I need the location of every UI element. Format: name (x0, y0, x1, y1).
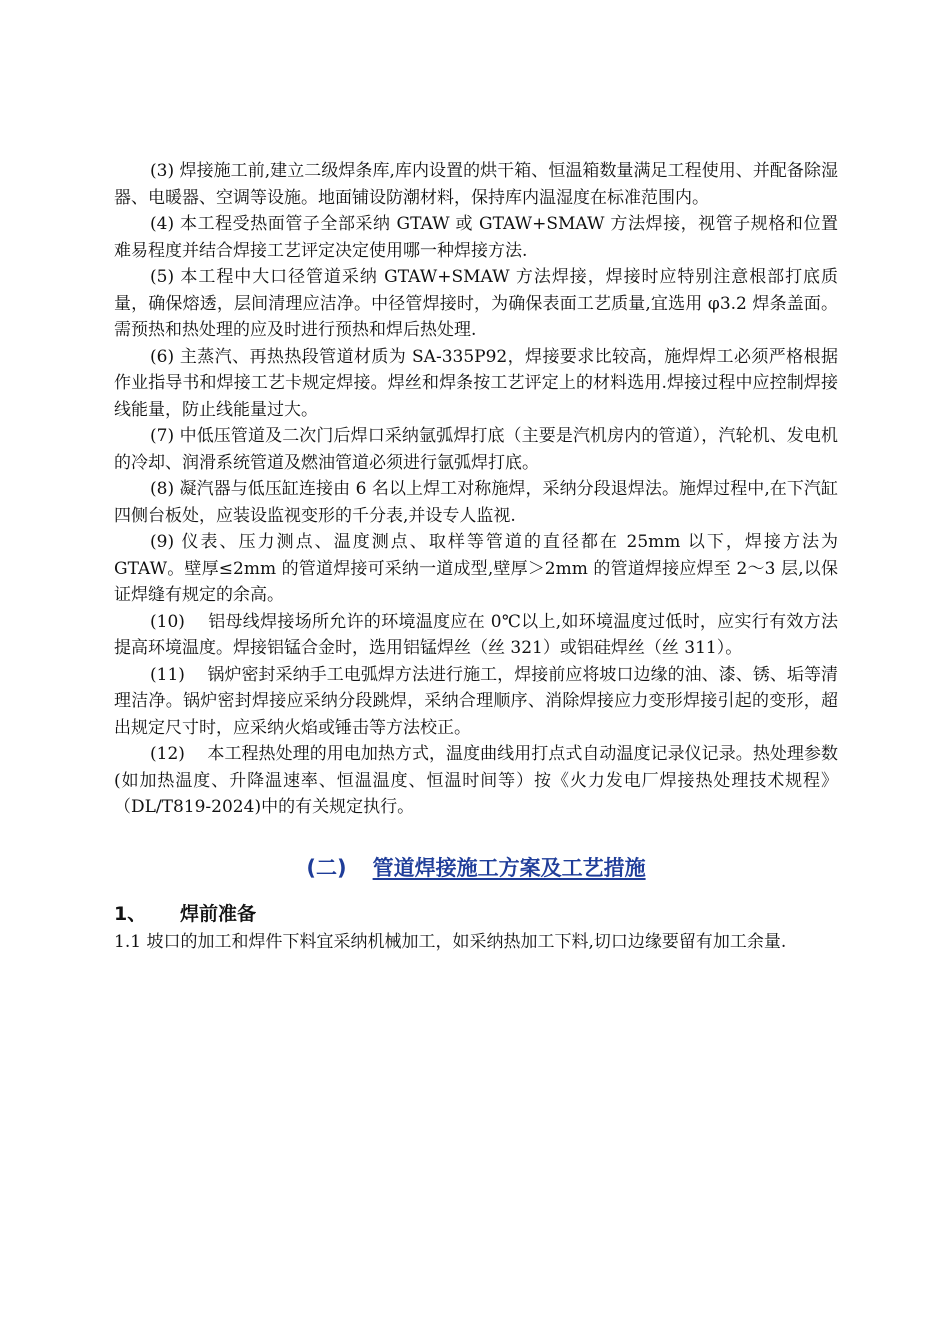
paragraph-item-7: (7) 中低压管道及二次门后焊口采纳氩弧焊打底（主要是汽机房内的管道），汽轮机、发电机的冷却、润滑系统管道及燃油管道必须进行氩弧焊打底。 (114, 426, 838, 473)
paragraph-item-6: (6) 主蒸汽、再热热段管道材质为 SA-335P92，焊接要求比较高，施焊焊工必须严格根据作业指导书和焊接工艺卡规定焊接。焊丝和焊条按工艺评定上的材料选用.焊接过程中应控制焊接线能量，防止线能量过大。 (114, 346, 838, 420)
paragraph-item-9: (9) 仪表、压力测点、温度测点、取样等管道的直径都在 25mm 以下，焊接方法为 GTAW。壁厚≤2mm 的管道焊接可采纳一道成型,壁厚＞2mm 的管道焊接应焊至 2～3 层,以保证焊缝有规定的余高。 (114, 532, 838, 605)
subsection-heading (114, 899, 838, 929)
section-title: 管道焊接施工方案及工艺措施 (372, 855, 646, 880)
paragraph-item-4: (4) 本工程受热面管子全部采纳 GTAW 或 GTAW+SMAW 方法焊接，视管子规格和位置难易程度并结合焊接工艺评定决定使用哪一种焊接方法. (114, 214, 838, 261)
document-body (114, 158, 838, 955)
paragraph-item-5: (5) 本工程中大口径管道采纳 GTAW+SMAW 方法焊接，焊接时应特别注意根部打底质量，确保熔透，层间清理应洁净。中径管焊接时，为确保表面工艺质量,宜选用 φ3.2 焊条盖面。需预热和热处理的应及时进行预热和焊后热处理. (114, 267, 838, 340)
section-heading (114, 853, 838, 883)
subsection-number: 1、 (114, 902, 147, 925)
subsection-title: 焊前准备 (180, 902, 257, 925)
paragraph-item-3: (3) 焊接施工前,建立二级焊条库,库内设置的烘干箱、恒温箱数量满足工程使用、并配备除湿器、电暖器、空调等设施。地面铺设防潮材料，保持库内温湿度在标准范围内。 (114, 161, 838, 208)
paragraph-item-12: (12) 本工程热处理的用电加热方式，温度曲线用打点式自动温度记录仪记录。热处理参数(如加热温度、升降温速率、恒温温度、恒温时间等）按《火力发电厂焊接热处理技术规程》（DL/T819-2024)中的有关规定执行。 (114, 744, 838, 817)
paragraph-item-8: (8) 凝汽器与低压缸连接由 6 名以上焊工对称施焊，采纳分段退焊法。施焊过程中,在下汽缸四侧台板处，应装设监视变形的千分表,并设专人监视. (114, 479, 838, 526)
paragraph-item-11: (11) 锅炉密封采纳手工电弧焊方法进行施工，焊接前应将坡口边缘的油、漆、锈、垢等清理洁净。锅炉密封焊接应采纳分段跳焊，采纳合理顺序、消除焊接应力变形焊接引起的变形，超出规定尺寸时，应采纳火焰或锤击等方法校正。 (114, 664, 838, 738)
paragraph-1-1: 1.1 坡口的加工和焊件下料宜采纳机械加工，如采纳热加工下料,切口边缘要留有加工余量. (114, 931, 787, 952)
section-number: (二) (306, 855, 347, 880)
paragraph-item-10: (10) 铝母线焊接场所允许的环境温度应在 0℃以上,如环境温度过低时，应实行有效方法提高环境温度。焊接铝锰合金时，选用铝锰焊丝（丝 321）或铝硅焊丝（丝 311）。 (114, 611, 838, 658)
